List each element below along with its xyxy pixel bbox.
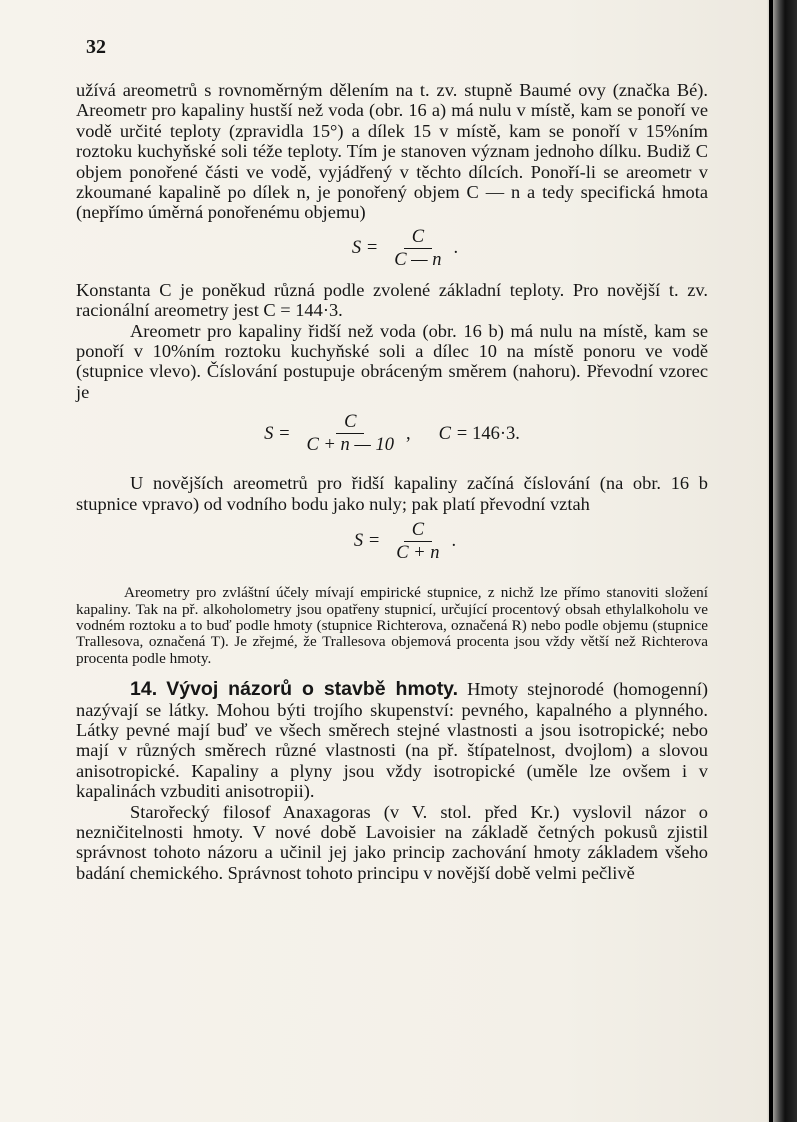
formula-1-lhs: S = <box>351 238 379 259</box>
formula-1 <box>76 227 708 270</box>
formula-3-numerator: C <box>404 520 432 542</box>
formula-2-constant-value: 146·3. <box>472 423 520 444</box>
paragraph-6: Starořecký filosof Anaxagoras (v V. stol. před Kr.) vyslovil názor o nezničitelnosti hmoty. V nové době Lavoisier na základě četných pokusů zjistil správnost tohoto názoru a učinil jej jako princip zachování hmoty základem všeho badání chemického. Správnost tohoto principu v novější době velmi pečlivě <box>76 801 708 883</box>
small-print-note <box>76 585 708 667</box>
formula-3-fraction <box>388 520 447 563</box>
formula-3-lhs: S = <box>353 531 381 552</box>
paragraph-1: užívá areometrů s rovnoměrným dělením na t. zv. stupně Baumé ovy (značka Bé). Areometr pro kapaliny hustší než voda (obr. 16 a) má nulu v místě, kam se ponoří ve vodě určité teploty (zpravidla 15°) a dílek 15 v místě, kam se ponoří v 15%ním roztoku kuchyňské soli téže teploty. Tím je stanoven význam jednoho dílku. Budiž C objem ponořené části ve vodě, vyjádřený v těchto dílcích. Ponoří-li se areometr v zkoumané kapalině po dílek n, je ponořený objem C — n a tedy specifická hmota (nepřímo úměrná ponořenému objemu) <box>76 80 708 223</box>
page-content <box>76 80 708 883</box>
formula-2-denominator: C + n — 10 <box>306 435 394 456</box>
formula-2-numerator: C <box>336 412 364 434</box>
section-number: 14. <box>130 678 158 701</box>
formula-3-denominator: C + n <box>396 543 440 564</box>
section-14 <box>76 679 708 801</box>
formula-1-denominator: C — n <box>394 249 442 270</box>
formula-3 <box>76 520 708 563</box>
formula-3-end: . <box>451 531 457 552</box>
paragraph-2: Konstanta C je poněkud různá podle zvolené základní teploty. Pro novější t. zv. racionální areometry jest C = 144·3. <box>76 279 708 321</box>
formula-1-end: . <box>453 238 459 259</box>
formula-1-fraction <box>386 227 449 270</box>
paragraph-3: Areometr pro kapaliny řidší než voda (obr. 16 b) má nulu na místě, kam se ponoří v 10%ním roztoku kuchyňské soli a dílec 10 na místě ponoru ve vodě (stupnice vlevo). Číslování postupuje obráceným směrem (nahoru). Převodní vzorec je <box>76 320 708 402</box>
formula-2-constant-var: C = <box>438 423 469 444</box>
formula-2-lhs: S = <box>264 423 291 444</box>
section-title: Vývoj názorů o stavbě hmoty. <box>166 678 458 701</box>
book-binding-line <box>769 0 773 1122</box>
formula-1-numerator: C <box>404 227 432 249</box>
paragraph-4: U novějších areometrů pro řidší kapaliny začíná číslování (na obr. 16 b stupnice vpravo) od vodního bodu jako nuly; pak platí převodní vztah <box>76 473 708 514</box>
paragraph-5: Hmoty stejnorodé (homogenní) nazývají se látky. Mohou býti trojího skupenství: pevného, kapalného a plynného. Látky pevné mají buď ve všech směrech stejné vlastnosti a jsou isotropické; nebo mají v různých směrech různé vlastnosti (na př. štípatelnost, dvojlom) a slovou anisotropické. Kapaliny a plyny jsou vždy isotropické (uměle lze ovšem i v kapalinách vzbuditi anisotropii). <box>76 679 708 802</box>
formula-2-fraction <box>298 412 402 455</box>
formula-2 <box>76 412 708 455</box>
note-text: Areometry pro zvláštní účely mívají empirické stupnice, z nichž lze přímo stanoviti složení kapaliny. Tak na př. alkoholometry jsou opatřeny stupnicí, určující procentový obsah ethylalkoholu ve vodném roztoku a to buď podle hmoty (stupnice Richterova, označená R) nebo podle objemu (stupnice Trallesova, označená T). Je zřejmé, že Trallesova objemová procenta jsou vždy větší než Richterova procenta podle hmoty. <box>76 584 708 667</box>
page-number: 32 <box>86 36 106 58</box>
formula-2-end: , <box>406 423 411 444</box>
